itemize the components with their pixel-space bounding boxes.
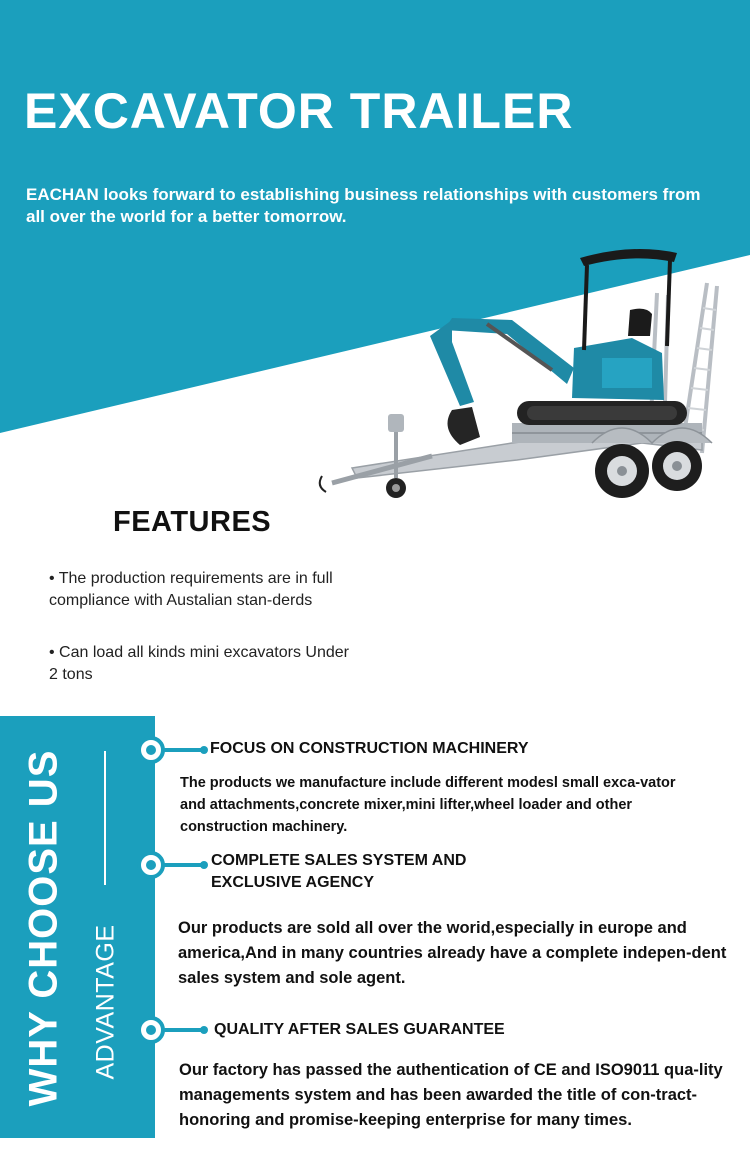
features-heading: FEATURES: [113, 506, 272, 538]
why-choose-us-label: WHY CHOOSE US: [21, 749, 66, 1107]
advantage-body: The products we manufacture include different modesl small exca-vator and attachments,concrete mixer,mini lifter,wheel loader and other construction machinery.: [180, 775, 676, 835]
advantage-body: Our products are sold all over the worid,especially in europe and america,And in many countries already have a complete indepen-dent sales system and sole agent.: [178, 919, 727, 987]
ring-bullet-icon: [136, 1015, 216, 1045]
wheel-icon: [652, 441, 702, 491]
advantage-heading: QUALITY AFTER SALES GUARANTEE: [214, 1021, 505, 1038]
feature-item: • Can load all kinds mini excavators Under 2 tons: [49, 644, 349, 683]
ring-bullet-icon: [136, 735, 216, 765]
advantage-body: Our factory has passed the authentication of CE and ISO9011 qua-lity managements system and has been awarded the title of con-tract-honoring and promise-keeping enterprise for many times.: [179, 1061, 723, 1129]
excavator-trailer-image: [312, 238, 732, 503]
advantage-heading: COMPLETE SALES SYSTEM AND EXCLUSIVE AGENCY: [211, 852, 467, 891]
feature-item: • The production requirements are in full compliance with Austalian stan-derds: [49, 570, 333, 609]
advantage-heading: FOCUS ON CONSTRUCTION MACHINERY: [210, 740, 529, 757]
page-title: EXCAVATOR TRAILER: [24, 83, 574, 139]
wheel-icon: [595, 444, 649, 498]
sidebar-divider: [104, 751, 106, 885]
advantage-label: ADVANTAGE: [91, 924, 120, 1080]
hero-subtitle: EACHAN looks forward to establishing business relationships with customers from all over the world for a better tomorrow.: [26, 185, 701, 226]
ring-bullet-icon: [136, 850, 216, 880]
